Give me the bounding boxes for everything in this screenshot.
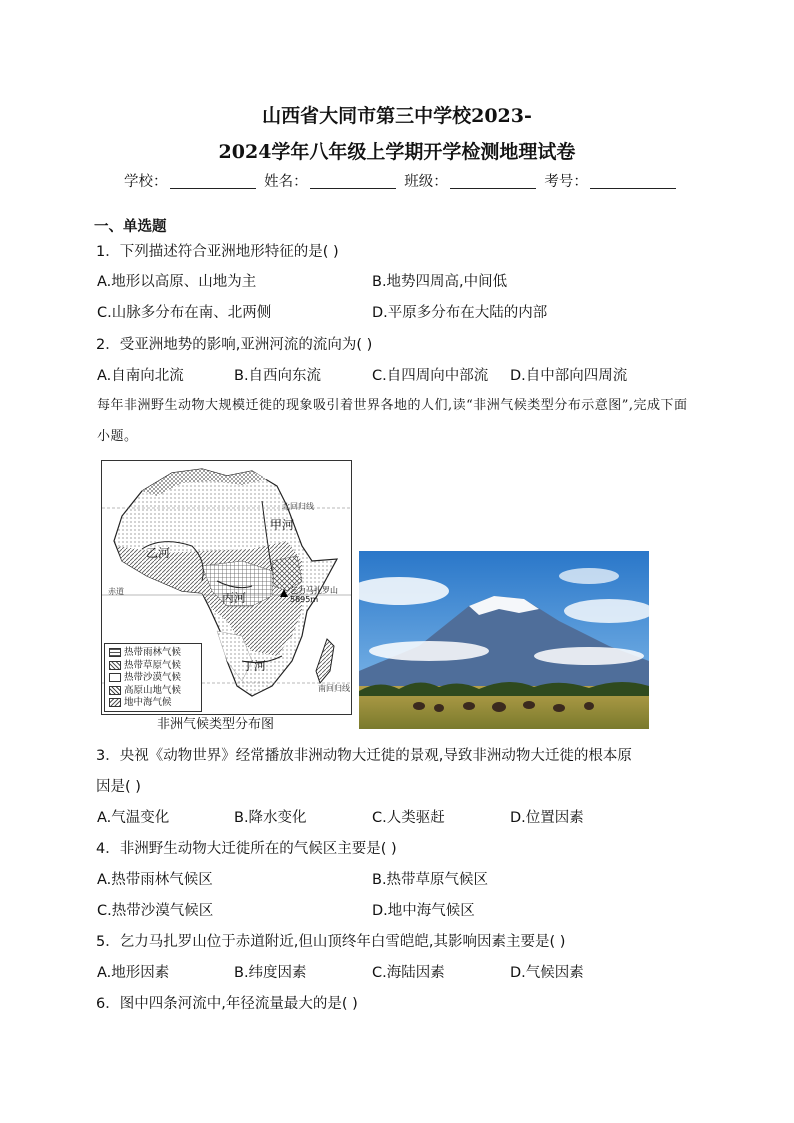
q4-option-a[interactable]: A.热带雨林气候区 xyxy=(97,872,213,888)
legend-item-savanna: 热带草原气候 xyxy=(109,660,181,673)
legend-item-mediterranean: 地中海气候 xyxy=(109,697,181,710)
kilimanjaro-photo xyxy=(359,551,649,729)
q2-option-c[interactable]: C.自四周向中部流 xyxy=(372,368,489,384)
section-title: 一、单选题 xyxy=(94,219,167,235)
q1-option-b[interactable]: B.地势四周高,中间低 xyxy=(372,274,508,290)
legend-item-highland: 高原山地气候 xyxy=(109,685,181,698)
question-2-stem: 2．受亚洲地势的影响,亚洲河流的流向为( ) xyxy=(96,337,373,353)
name-blank[interactable] xyxy=(310,174,396,189)
river-bing-label: 丙河 xyxy=(222,591,247,605)
exam-title-line1: 山西省大同市第三中学校2023- xyxy=(262,105,532,127)
q3-option-a[interactable]: A.气温变化 xyxy=(97,810,170,826)
q1-option-a[interactable]: A.地形以高原、山地为主 xyxy=(97,274,257,290)
school-label: 学校： xyxy=(124,174,168,190)
class-blank[interactable] xyxy=(450,174,536,189)
tropic-cancer-label: 北回归线 xyxy=(282,502,314,511)
river-yi-label: 乙河 xyxy=(146,546,171,560)
question-1-stem: 1．下列描述符合亚洲地形特征的是( ) xyxy=(96,244,339,260)
question-5-stem: 5．乞力马扎罗山位于赤道附近,但山顶终年白雪皑皑,其影响因素主要是( ) xyxy=(96,934,566,950)
legend-item-rainforest: 热带雨林气候 xyxy=(109,647,181,660)
q5-option-b[interactable]: B.纬度因素 xyxy=(234,965,307,981)
exam-title-line2: 2024学年八年级上学期开学检测地理试卷 xyxy=(218,141,576,163)
equator-label: 赤道 xyxy=(108,587,124,596)
tropic-capricorn-label: 南回归线 xyxy=(318,684,350,693)
q4-option-c[interactable]: C.热带沙漠气候区 xyxy=(97,903,214,919)
map-legend xyxy=(104,643,202,712)
q3-option-b[interactable]: B.降水变化 xyxy=(234,810,307,826)
question-6-stem: 6．图中四条河流中,年径流量最大的是( ) xyxy=(96,996,358,1012)
class-label: 班级： xyxy=(404,174,448,190)
river-ding-label: 丁河 xyxy=(242,659,267,673)
q3-option-c[interactable]: C.人类驱赶 xyxy=(372,810,445,826)
student-info-row xyxy=(124,170,680,191)
legend-item-desert: 热带沙漠气候 xyxy=(109,672,181,685)
q4-option-b[interactable]: B.热带草原气候区 xyxy=(372,872,489,888)
q4-option-d[interactable]: D.地中海气候区 xyxy=(372,903,475,919)
map-caption: 非洲气候类型分布图 xyxy=(157,717,275,732)
exam-no-blank[interactable] xyxy=(590,174,676,189)
q2-option-a[interactable]: A.自南向北流 xyxy=(97,368,184,384)
mountain-name: 乞力马扎罗山 xyxy=(290,586,338,595)
school-blank[interactable] xyxy=(170,174,256,189)
q2-option-d[interactable]: D.自中部向四周流 xyxy=(510,368,628,384)
q1-option-c[interactable]: C.山脉多分布在南、北两侧 xyxy=(97,305,272,321)
name-label: 姓名： xyxy=(264,174,308,190)
q5-option-a[interactable]: A.地形因素 xyxy=(97,965,170,981)
question-3-stem: 3．央视《动物世界》经常播放非洲动物大迁徙的景观,导致非洲动物大迁徙的根本原 xyxy=(96,748,632,764)
intro-text: 每年非洲野生动物大规模迁徙的现象吸引着世界各地的人们,读“非洲气候类型分布示意图”,完成下面小题。 xyxy=(97,398,688,444)
q1-option-d[interactable]: D.平原多分布在大陆的内部 xyxy=(372,305,548,321)
q5-option-c[interactable]: C.海陆因素 xyxy=(372,965,445,981)
q5-option-d[interactable]: D.气候因素 xyxy=(510,965,584,981)
mountain-height: 5895m xyxy=(290,595,319,604)
question-4-stem: 4．非洲野生动物大迁徙所在的气候区主要是( ) xyxy=(96,841,397,857)
exam-no-label: 考号： xyxy=(544,174,588,190)
africa-climate-map xyxy=(101,460,352,715)
q2-option-b[interactable]: B.自西向东流 xyxy=(234,368,322,384)
question-3-stem-cont: 因是( ) xyxy=(96,779,141,795)
q3-option-d[interactable]: D.位置因素 xyxy=(510,810,584,826)
river-jia-label: 甲河 xyxy=(270,518,295,532)
